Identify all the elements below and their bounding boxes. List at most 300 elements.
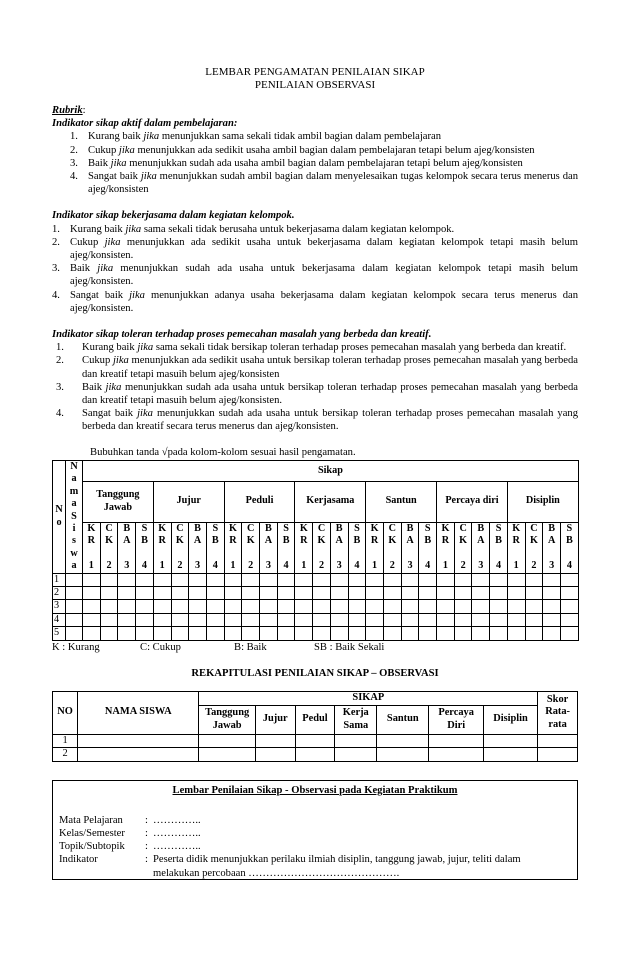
obs-empty-cell (260, 627, 278, 640)
obs-subcolumn-header (419, 522, 437, 573)
obs-subcolumn-header (330, 522, 348, 573)
obs-empty-cell (366, 600, 384, 613)
obs-empty-cell (171, 586, 189, 599)
obs-nama-header-letter: a (71, 560, 77, 572)
subcolumn-code-letter: B (424, 535, 432, 547)
rekap-skor-header: Skor Rata-rata (538, 691, 578, 734)
rekap-empty-cell (335, 748, 377, 762)
practicum-box (52, 780, 578, 880)
item-text-pre: Baik (88, 157, 111, 169)
obs-empty-cell (383, 586, 401, 599)
subcolumn-code (313, 523, 330, 548)
subcolumn-code-letter: R (512, 535, 520, 547)
subcolumn-spacer (189, 548, 206, 560)
subcolumn-score: 3 (336, 559, 342, 571)
obs-empty-cell (242, 613, 260, 626)
obs-header-row-3 (53, 522, 579, 573)
subcolumn-spacer (526, 548, 543, 560)
subcolumn-spacer (278, 548, 295, 560)
subcolumn-score: 3 (549, 559, 555, 571)
obs-empty-cell (525, 573, 543, 586)
item-text-em: jika (104, 236, 121, 248)
obs-empty-cell (171, 627, 189, 640)
obs-empty-cell (560, 600, 578, 613)
subcolumn-code-letter: C (530, 522, 538, 534)
item-text-pre: Kurang baik (88, 131, 144, 143)
field-colon: : (145, 814, 148, 826)
subcolumn-code-letter: B (495, 535, 502, 547)
subcolumn-spacer (260, 548, 277, 560)
item-text-em: jika (118, 144, 135, 156)
subcolumn-code (207, 523, 224, 548)
rekap-no-header: NO (53, 691, 78, 734)
obs-empty-cell (100, 627, 118, 640)
obs-empty-cell (66, 586, 83, 599)
subcolumn-spacer (419, 548, 436, 560)
item-text-post: sama sekali tidak berusaha untuk bekerjasama dalam kegiatan kelompok. (141, 223, 455, 235)
subcolumn-code-letter: K (87, 522, 96, 534)
rekap-empty-cell (538, 734, 578, 748)
obs-empty-cell (100, 600, 118, 613)
obs-empty-cell (348, 627, 366, 640)
subcolumn-spacer (455, 548, 472, 560)
subcolumn-spacer (490, 548, 507, 560)
subcolumn-score: 3 (124, 559, 130, 571)
section-title: Indikator sikap toleran terhadap proses pemecahan masalah yang berbeda dan kreatif. (52, 329, 432, 341)
obs-nama-header-letter: s (72, 535, 76, 547)
obs-empty-cell (277, 600, 295, 613)
obs-empty-cell (260, 600, 278, 613)
obs-subcolumn-header (206, 522, 224, 573)
obs-subcolumn-header (118, 522, 136, 573)
obs-empty-cell (206, 573, 224, 586)
obs-empty-cell (472, 627, 490, 640)
rekap-empty-cell (538, 748, 578, 762)
rekap-empty-cell (295, 748, 335, 762)
obs-empty-cell (507, 586, 525, 599)
subcolumn-code-letter: B (264, 522, 272, 534)
obs-empty-cell (330, 573, 348, 586)
practicum-fields (59, 814, 569, 880)
obs-empty-cell (330, 586, 348, 599)
subcolumn-spacer (295, 548, 312, 560)
rekap-empty-cell (483, 748, 537, 762)
document-title: LEMBAR PENGAMATAN PENILAIAN SIKAP (205, 66, 425, 78)
obs-empty-cell (136, 600, 154, 613)
observation-table (52, 460, 579, 641)
subcolumn-spacer (242, 548, 259, 560)
rekap-title: REKAPITULASI PENILAIAN SIKAP – OBSERVASI (191, 667, 439, 679)
obs-empty-cell (472, 586, 490, 599)
table-row (53, 627, 579, 640)
obs-empty-cell (136, 586, 154, 599)
obs-empty-cell (153, 573, 171, 586)
obs-empty-cell (543, 613, 561, 626)
subcolumn-code-letter: A (193, 535, 202, 547)
obs-empty-cell (260, 613, 278, 626)
obs-empty-cell (560, 586, 578, 599)
field-value-line: Peserta didik menunjukkan perilaku ilmiah disiplin, tanggung jawab, jujur, teliti dalam (153, 854, 521, 866)
subcolumn-code-letter: C (247, 522, 255, 534)
subcolumn-score: 1 (230, 559, 236, 571)
obs-empty-cell (401, 573, 419, 586)
subcolumn-spacer (331, 548, 348, 560)
item-text-post: menunjukkan adanya usaha bekerjasama dalam kegiatan kelompok secara terus menerus dan ajeg/konsisten. (70, 289, 578, 314)
field-value (153, 827, 569, 840)
rekap-empty-cell (78, 748, 199, 762)
subcolumn-spacer (207, 548, 224, 560)
subcolumn-score: 4 (354, 559, 360, 571)
obs-empty-cell (507, 573, 525, 586)
obs-empty-cell (560, 573, 578, 586)
rekap-empty-cell (295, 734, 335, 748)
item-text-pre: Cukup (70, 236, 105, 248)
item-text-post: menunjukkan sudah ada usaha untuk bersikap toleran terhadap proses pemecahan masalah yang berbeda dan kreatif tetapi masuih belum ajeg/konsisten. (82, 381, 578, 407)
obs-empty-cell (118, 613, 136, 626)
rubrik-heading (52, 104, 578, 117)
subcolumn-code-letter: K (441, 522, 450, 534)
obs-group-header: Jujur (153, 481, 224, 522)
obs-empty-cell (437, 600, 455, 613)
subcolumn-spacer (154, 548, 171, 560)
item-text-post: menunjukkan ada sedikit usaha ambil bagian dalam pembelajaran tetapi belum ajeg/konsisten (134, 144, 535, 156)
obs-row-number: 1 (53, 573, 66, 586)
subcolumn-code (172, 523, 189, 548)
rekap-column-header: Santun (377, 705, 429, 734)
obs-empty-cell (206, 600, 224, 613)
subcolumn-spacer (172, 548, 189, 560)
subcolumn-code-letter: B (565, 535, 573, 547)
obs-empty-cell (153, 586, 171, 599)
item-number: 2. (70, 144, 78, 156)
subcolumn-score: 4 (495, 559, 502, 571)
subcolumn-score: 4 (212, 559, 218, 571)
obs-nama-header-letter: S (71, 510, 77, 522)
subcolumn-code-letter: S (495, 522, 502, 534)
rekap-column-header: Percaya Diri (429, 705, 483, 734)
obs-empty-cell (507, 613, 525, 626)
rubrik-section (52, 209, 578, 315)
subcolumn-score: 2 (248, 559, 254, 571)
subcolumn-code-letter: A (123, 535, 131, 547)
item-number: 4. (56, 408, 64, 420)
rubrik-item (52, 144, 578, 157)
obs-empty-cell (66, 600, 83, 613)
item-text-pre: Kurang baik (82, 342, 138, 354)
rubrik-item (52, 262, 578, 288)
obs-empty-cell (260, 573, 278, 586)
subcolumn-code (490, 523, 507, 548)
obs-empty-cell (366, 613, 384, 626)
rekap-column-header: Disiplin (483, 705, 537, 734)
obs-subcolumn-header (295, 522, 313, 573)
subcolumn-code (260, 523, 277, 548)
subcolumn-score: 1 (88, 559, 94, 571)
obs-empty-cell (401, 586, 419, 599)
obs-header-row-1 (53, 460, 579, 481)
item-text-pre: Kurang baik (70, 223, 126, 235)
subcolumn-code-letter: R (229, 535, 237, 547)
item-text-post: menunjukkan sudah ada usaha untuk bersikap toleran terhadap proses pemecahan masalah yang berbeda dan kreatif secara terus menerus dan ajeg/konsisten. (82, 408, 578, 433)
subcolumn-code-letter: K (229, 522, 237, 534)
rekap-column-header: Kerja Sama (335, 705, 377, 734)
rekap-table (52, 691, 578, 762)
rekap-empty-cell (483, 734, 537, 748)
subcolumn-spacer (543, 548, 560, 560)
subcolumn-code-letter: A (335, 535, 343, 547)
subcolumn-code-letter: S (566, 522, 573, 534)
subcolumn-code-letter: B (123, 522, 131, 534)
obs-empty-cell (277, 627, 295, 640)
obs-subcolumn-header (490, 522, 508, 573)
obs-empty-cell (224, 573, 242, 586)
table-row (53, 613, 579, 626)
subcolumn-code-letter: K (370, 522, 379, 534)
obs-subcolumn-header (171, 522, 189, 573)
obs-empty-cell (366, 573, 384, 586)
rekap-column-header: Tanggung Jawab (199, 705, 255, 734)
rekap-empty-cell (377, 748, 429, 762)
field-colon: : (145, 827, 148, 839)
obs-empty-cell (383, 573, 401, 586)
obs-empty-cell (454, 600, 472, 613)
field-colon: : (145, 854, 148, 866)
item-text-post: menunjukkan sudah ada usaha untuk bekerjasama dalam kegiatan kelompok tetapi masih belum ajeg/konsisten. (70, 263, 578, 288)
obs-subcolumn-header (525, 522, 543, 573)
subcolumn-code-letter: K (158, 522, 167, 534)
obs-empty-cell (330, 627, 348, 640)
subcolumn-code-letter: K (317, 535, 326, 547)
subcolumn-spacer (402, 548, 419, 560)
obs-empty-cell (171, 613, 189, 626)
practicum-field (59, 840, 569, 853)
subcolumn-spacer (136, 548, 153, 560)
subcolumn-score: 2 (531, 559, 537, 571)
obs-empty-cell (472, 600, 490, 613)
item-text-post: menunjukkan ada sedikit usaha untuk bekerjasama dalam kegiatan kelompok tetapi masih belum ajeg/konsisten. (70, 236, 578, 262)
rubrik-item (52, 170, 578, 196)
obs-empty-cell (118, 573, 136, 586)
subcolumn-code (419, 523, 436, 548)
obs-subcolumn-header (242, 522, 260, 573)
obs-empty-cell (83, 600, 101, 613)
rubrik-section (52, 328, 578, 434)
table-row (53, 748, 578, 762)
subcolumn-code (278, 523, 295, 548)
obs-empty-cell (401, 627, 419, 640)
rubrik-sections (52, 117, 578, 433)
field-label: Topik/Subtopik (59, 841, 125, 853)
obs-empty-cell (366, 586, 384, 599)
obs-nama-header-letter: m (69, 485, 79, 497)
rekap-empty-cell (255, 748, 295, 762)
obs-empty-cell (136, 613, 154, 626)
subcolumn-score: 2 (106, 559, 112, 571)
subcolumn-code-letter: S (212, 522, 219, 534)
obs-nama-header-letter: N (70, 460, 78, 472)
obs-empty-cell (401, 613, 419, 626)
field-value-line: ………….. (153, 841, 201, 853)
field-value-line: ………….. (153, 827, 201, 839)
obs-group-header: Percaya diri (437, 481, 508, 522)
obs-subcolumn-header (348, 522, 366, 573)
obs-empty-cell (437, 613, 455, 626)
obs-empty-cell (437, 586, 455, 599)
field-value (153, 840, 569, 853)
item-number: 3. (52, 263, 60, 275)
obs-empty-cell (189, 627, 207, 640)
subcolumn-score: 4 (566, 559, 572, 571)
obs-empty-cell (189, 613, 207, 626)
obs-empty-cell (83, 573, 101, 586)
subcolumn-score: 4 (283, 559, 289, 571)
subcolumn-score: 3 (478, 559, 484, 571)
score-legend (52, 641, 578, 654)
legend-item: B: Baik (234, 641, 267, 653)
subcolumn-code-letter: S (424, 522, 431, 534)
subcolumn-code-letter: S (141, 522, 148, 534)
subcolumn-score: 2 (177, 559, 183, 571)
subcolumn-code-letter: A (406, 535, 414, 547)
obs-empty-cell (543, 600, 561, 613)
obs-empty-cell (66, 573, 83, 586)
obs-empty-cell (330, 613, 348, 626)
subcolumn-code (455, 523, 472, 548)
obs-empty-cell (383, 600, 401, 613)
obs-empty-cell (401, 600, 419, 613)
item-text-pre: Sangat baik (88, 171, 141, 183)
obs-empty-cell (295, 600, 313, 613)
subcolumn-code-letter: B (194, 522, 201, 534)
rekap-empty-cell (335, 734, 377, 748)
obs-empty-cell (366, 627, 384, 640)
obs-no-header (53, 460, 66, 573)
subcolumn-score: 1 (159, 559, 165, 571)
subcolumn-code (154, 523, 171, 548)
subcolumn-score: 2 (318, 559, 325, 571)
item-text-em: jika (97, 263, 114, 275)
subcolumn-spacer (118, 548, 135, 560)
section-items (52, 341, 578, 433)
table-row (53, 586, 579, 599)
obs-empty-cell (313, 627, 331, 640)
subcolumn-score: 3 (407, 559, 413, 571)
rekap-empty-cell (429, 748, 483, 762)
item-number: 4. (52, 289, 60, 301)
obs-empty-cell (472, 613, 490, 626)
obs-sikap-header: Sikap (83, 460, 579, 481)
subcolumn-code-letter: K (175, 535, 184, 547)
obs-empty-cell (153, 627, 171, 640)
obs-empty-cell (206, 586, 224, 599)
subcolumn-code (384, 523, 401, 548)
subcolumn-spacer (384, 548, 401, 560)
obs-row-number: 4 (53, 613, 66, 626)
subcolumn-code (402, 523, 419, 548)
field-label: Indikator (59, 854, 98, 866)
section-items (52, 130, 578, 196)
subcolumn-code-letter: K (388, 535, 397, 547)
obs-empty-cell (419, 573, 437, 586)
obs-nama-header-letter: i (72, 522, 76, 534)
item-text-pre: Baik (70, 263, 98, 275)
rubrik-item (52, 130, 578, 143)
subcolumn-code-letter: B (548, 522, 556, 534)
obs-subcolumn-header (543, 522, 561, 573)
item-text-pre: Sangat baik (70, 289, 130, 301)
practicum-title: Lembar Penilaian Sikap - Observasi pada Kegiatan Praktikum (172, 784, 458, 796)
subcolumn-code (543, 523, 560, 548)
obs-empty-cell (454, 627, 472, 640)
subcolumn-code (118, 523, 135, 548)
obs-empty-cell (490, 613, 508, 626)
obs-empty-cell (490, 586, 508, 599)
obs-empty-cell (383, 613, 401, 626)
obs-empty-cell (419, 600, 437, 613)
obs-empty-cell (83, 613, 101, 626)
subcolumn-code-letter: C (105, 522, 113, 534)
subcolumn-code-letter: B (406, 522, 414, 534)
obs-empty-cell (66, 627, 83, 640)
obs-group-header: Santun (366, 481, 437, 522)
obs-empty-cell (83, 627, 101, 640)
item-number: 3. (56, 381, 64, 393)
item-text-em: jika (110, 157, 127, 169)
obs-subcolumn-header (454, 522, 472, 573)
subcolumn-code (189, 523, 206, 548)
obs-empty-cell (242, 586, 260, 599)
rekap-row-number: 1 (53, 734, 78, 748)
subcolumn-score: 2 (460, 559, 466, 571)
obs-empty-cell (490, 600, 508, 613)
obs-subcolumn-header (260, 522, 278, 573)
obs-empty-cell (383, 627, 401, 640)
subcolumn-code-letter: R (300, 535, 308, 547)
obs-empty-cell (454, 573, 472, 586)
subcolumn-code (242, 523, 259, 548)
obs-empty-cell (171, 600, 189, 613)
item-text-em: jika (137, 408, 153, 420)
section-items (52, 223, 578, 315)
obs-empty-cell (348, 586, 366, 599)
rekap-column-header: Pedul (295, 705, 335, 734)
subcolumn-code (83, 523, 100, 548)
subcolumn-score: 4 (425, 559, 431, 571)
subcolumn-code (295, 523, 312, 548)
subcolumn-code-letter: K (529, 535, 538, 547)
obs-empty-cell (189, 600, 207, 613)
subcolumn-code (526, 523, 543, 548)
obs-empty-cell (295, 627, 313, 640)
practicum-field (59, 853, 569, 879)
subcolumn-score: 3 (265, 559, 271, 571)
item-number: 1. (52, 223, 60, 235)
obs-empty-cell (437, 573, 455, 586)
item-text-em: jika (112, 355, 129, 367)
obs-empty-cell (242, 573, 260, 586)
document-subtitle: PENILAIAN OBSERVASI (254, 79, 376, 91)
rubrik-item (52, 157, 578, 170)
rubrik-item (52, 223, 578, 236)
obs-row-number: 2 (53, 586, 66, 599)
obs-empty-cell (100, 573, 118, 586)
obs-no-header-letter: N (55, 504, 63, 516)
obs-empty-cell (525, 627, 543, 640)
obs-empty-cell (419, 613, 437, 626)
rekap-row-number: 2 (53, 748, 78, 762)
rekap-empty-cell (78, 734, 199, 748)
item-text-pre: Sangat baik (82, 408, 138, 420)
